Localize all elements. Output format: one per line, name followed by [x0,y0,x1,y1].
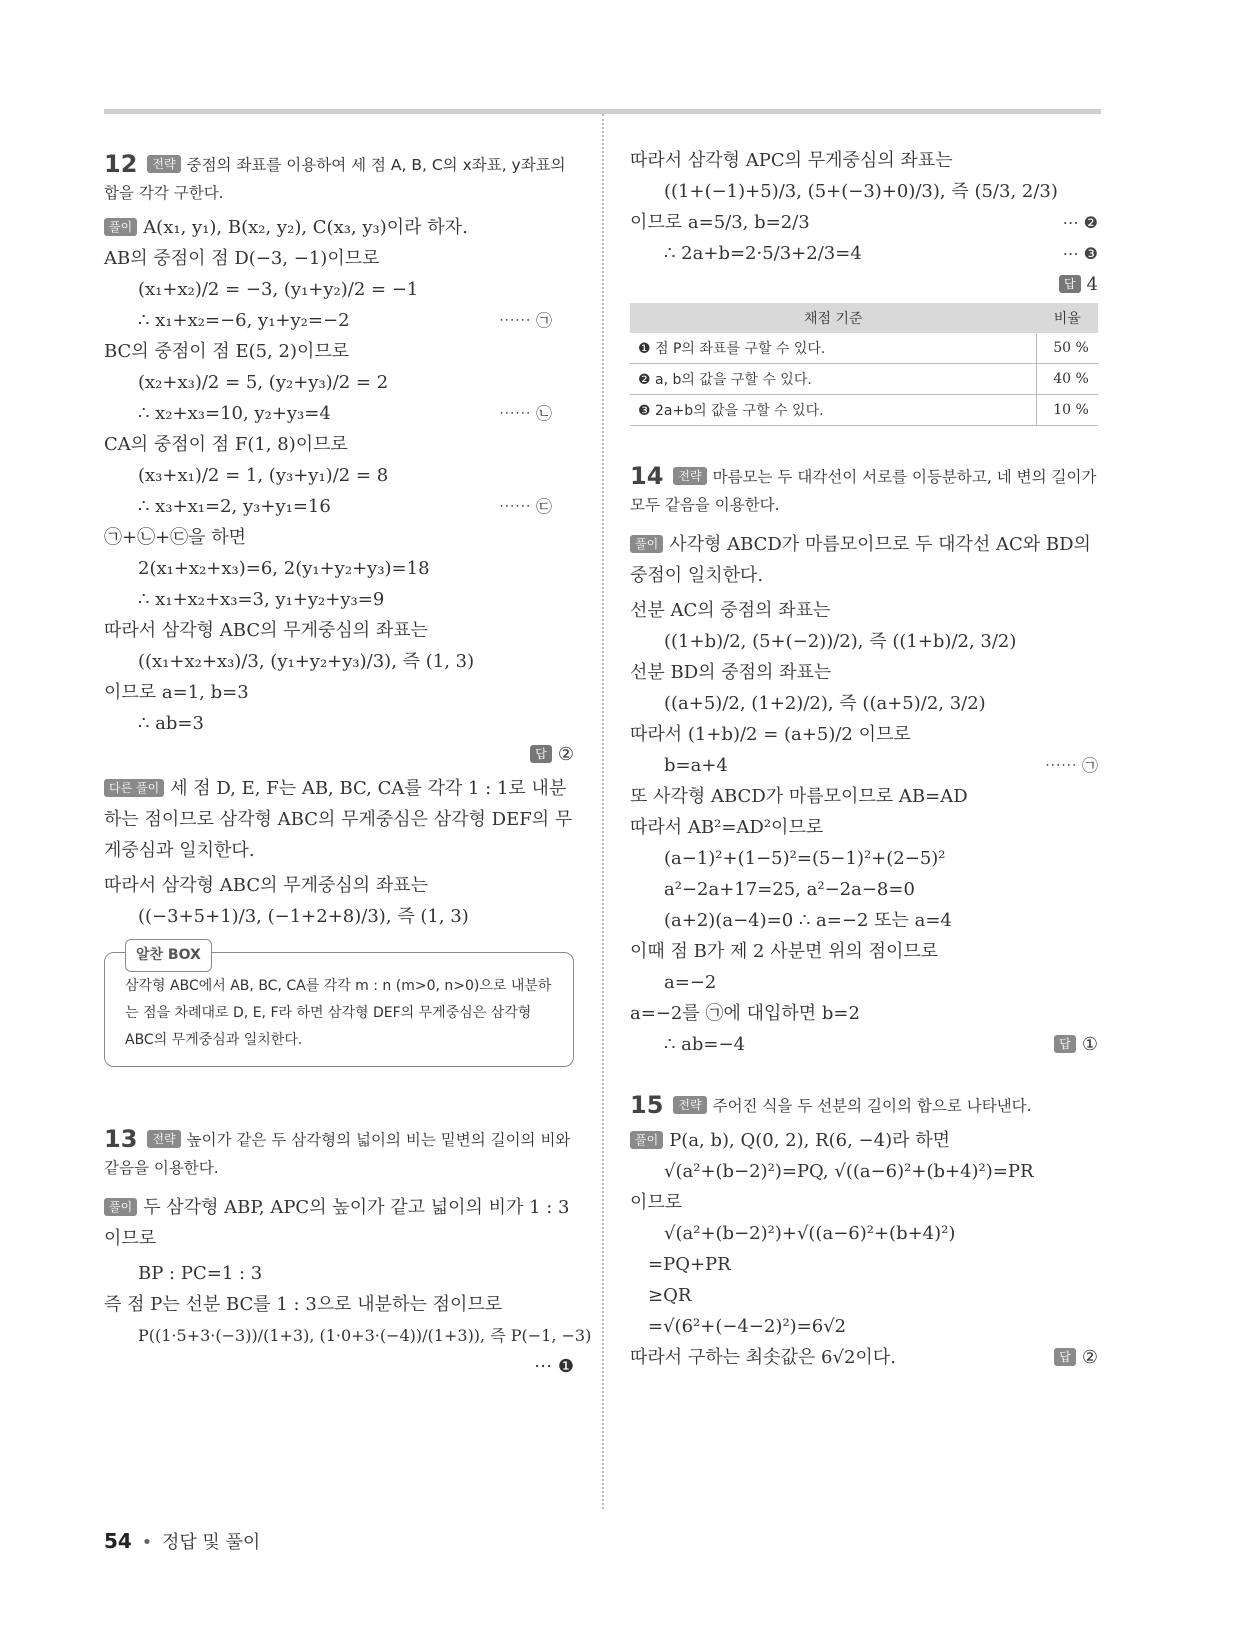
page-number: 54 [104,1529,132,1553]
strategy-tag: 전략 [147,155,180,173]
sol-line: 2(x₁+x₂+x₃)=6, 2(y₁+y₂+y₃)=18 [138,558,430,579]
sol-line: ∴ ab=−4 [664,1034,746,1055]
sol-line: 이때 점 B가 제 2 사분면 위의 점이므로 [630,941,939,962]
step-marker: ⋯ ❸ [1062,244,1098,263]
ratio-cell: 40 % [1037,364,1099,395]
strategy-text: 마름모는 두 대각선이 서로를 이등분하고, 네 변의 길이가 모두 같음을 이용한다. [630,468,1097,514]
ratio-cell: 50 % [1037,333,1099,364]
sol-line: ∴ ab=3 [138,713,204,734]
sol-line: 따라서 삼각형 APC의 무게중심의 좌표는 [630,150,953,171]
problem-14-strategy [630,462,1098,519]
right-column [630,150,1098,1378]
answer-tag: 답 [1054,1348,1076,1366]
strategy-text: 주어진 식을 두 선분의 길이의 합으로 나타낸다. [712,1097,1032,1115]
sol-line: 따라서 구하는 최솟값은 6√2이다. [630,1347,896,1368]
sol-line: BP : PC=1 : 3 [138,1263,263,1284]
answer-value: 4 [1086,274,1098,295]
step-marker: ⋯ ❷ [1062,213,1098,232]
table-row [630,395,1098,426]
sol-line: P(a, b), Q(0, 2), R(6, −4)라 하면 [669,1130,950,1151]
sol-line: P((1·5+3·(−3))/(1+3), (1·0+3·(−4))/(1+3)), 즉 P(−1, −3) [138,1326,592,1345]
sol-line: ((a+5)/2, (1+2)/2), 즉 ((a+5)/2, 3/2) [664,693,986,714]
alt-line: 세 점 D, E, F는 AB, BC, CA를 각각 1 : 1로 내분하는 점이므로 삼각형 ABC의 무게중심은 삼각형 DEF의 무게중심과 일치한다. [104,778,573,861]
sol-line: ∴ 2a+b=2·5/3+2/3=4 [664,243,862,264]
problem-12-strategy [104,150,574,207]
sol-line: b=a+4 [664,755,728,776]
sol-line: ((1+(−1)+5)/3, (5+(−3)+0)/3), 즉 (5/3, 2/3) [664,181,1058,202]
problem-13-strategy [104,1125,574,1182]
sol-line: ((1+b)/2, (5+(−2))/2), 즉 ((1+b)/2, 3/2) [664,631,1017,652]
sol-line: √(a²+(b−2)²)=PQ, √((a−6)²+(b+4)²)=PR [664,1161,1034,1182]
sol-line: ∴ x₁+x₂+x₃=3, y₁+y₂+y₃=9 [138,589,385,610]
solution-tag: 풀이 [630,1131,663,1149]
sol-line: √(a²+(b−2)²)+√((a−6)²+(b+4)²) [664,1223,956,1244]
sol-line: a=−2를 ㉠에 대입하면 b=2 [630,1003,860,1024]
grading-header-ratio: 비율 [1037,303,1099,333]
page-footer [104,1528,260,1554]
sol-line: ≥QR [648,1285,692,1306]
criteria-cell: ❸ 2a+b의 값을 구할 수 있다. [630,395,1037,426]
equation-marker: ⋯⋯ ㉠ [498,311,552,330]
strategy-text: 중점의 좌표를 이용하여 세 점 A, B, C의 x좌표, y좌표의 합을 각각 구한다. [104,156,566,202]
sol-line: (a−1)²+(1−5)²=(5−1)²+(2−5)² [664,848,946,869]
equation-marker: ⋯⋯ ㉢ [498,497,552,516]
sol-line: 이므로 a=5/3, b=2/3 [630,212,810,233]
sol-line: CA의 중점이 점 F(1, 8)이므로 [104,434,348,455]
ratio-cell: 10 % [1037,395,1099,426]
criteria-cell: ❶ 점 P의 좌표를 구할 수 있다. [630,333,1037,364]
sol-line: 따라서 (1+b)/2 = (a+5)/2 이므로 [630,724,911,745]
criteria-cell: ❷ a, b의 값을 구할 수 있다. [630,364,1037,395]
sol-line: 선분 BD의 중점의 좌표는 [630,662,832,683]
answer [104,744,574,765]
strategy-text: 높이가 같은 두 삼각형의 넓이의 비는 밑변의 길이의 비와 같음을 이용한다. [104,1131,571,1177]
strategy-tag: 전략 [147,1130,180,1148]
sol-line: (x₂+x₃)/2 = 5, (y₂+y₃)/2 = 2 [138,372,389,393]
problem-number: 15 [630,1091,664,1119]
sol-line: 선분 AC의 중점의 좌표는 [630,600,831,621]
answer-value: ① [1081,1034,1098,1055]
answer-tag: 답 [1054,1035,1076,1053]
answer [1054,1034,1098,1056]
table-row [630,333,1098,364]
sol-line: =PQ+PR [648,1254,731,1275]
sol-line: 또 사각형 ABCD가 마름모이므로 AB=AD [630,786,968,807]
sol-line: (x₃+x₁)/2 = 1, (y₃+y₁)/2 = 8 [138,465,389,486]
alt-line: 따라서 삼각형 ABC의 무게중심의 좌표는 [104,875,429,896]
sol-line: (a+2)(a−4)=0 ∴ a=−2 또는 a=4 [664,910,952,931]
table-row [630,364,1098,395]
solution-tag: 풀이 [104,218,137,236]
sol-line: 즉 점 P는 선분 BC를 1 : 3으로 내분하는 점이므로 [104,1294,503,1315]
tip-box-text: 삼각형 ABC에서 AB, BC, CA를 각각 m : n (m>0, n>0)으로 내분하는 점을 차례대로 D, E, F라 하면 삼각형 DEF의 무게중심은 삼각형 ABC의 무게중심과 일치한다. [125,978,552,1048]
problem-number: 14 [630,462,664,490]
sol-line: ∴ x₃+x₁=2, y₃+y₁=16 [138,496,331,517]
tip-box-title: 알찬 BOX [125,939,212,972]
sol-line: ∴ x₂+x₃=10, y₂+y₃=4 [138,403,331,424]
column-divider [602,114,604,1509]
alt-solution-tag: 다른 풀이 [104,779,164,797]
problem-number: 13 [104,1125,138,1153]
tip-box [104,947,574,1067]
alt-line: ((−3+5+1)/3, (−1+2+8)/3), 즉 (1, 3) [138,906,469,927]
equation-marker: ⋯⋯ ㉠ [1044,756,1098,775]
sol-line: =√(6²+(−4−2)²)=6√2 [648,1316,847,1337]
bullet-icon: • [141,1532,153,1553]
sol-line: A(x₁, y₁), B(x₂, y₂), C(x₃, y₃)이라 하자. [143,217,468,238]
answer [1054,1347,1098,1369]
sol-line: ∴ x₁+x₂=−6, y₁+y₂=−2 [138,310,350,331]
problem-number: 12 [104,150,138,178]
sol-line: (x₁+x₂)/2 = −3, (y₁+y₂)/2 = −1 [138,279,419,300]
sol-line: 두 삼각형 ABP, APC의 높이가 같고 넓이의 비가 1 : 3이므로 [104,1197,570,1249]
answer-tag: 답 [1059,275,1081,293]
equation-marker: ⋯⋯ ㉡ [498,404,552,423]
answer [630,274,1098,295]
footer-label: 정답 및 풀이 [161,1532,261,1553]
sol-line: 따라서 삼각형 ABC의 무게중심의 좌표는 [104,620,429,641]
grading-header-criteria: 채점 기준 [630,303,1037,333]
grading-table [630,303,1098,426]
sol-line: AB의 중점이 점 D(−3, −1)이므로 [104,248,380,269]
sol-line: BC의 중점이 점 E(5, 2)이므로 [104,341,350,362]
sol-line: ((x₁+x₂+x₃)/3, (y₁+y₂+y₃)/3), 즉 (1, 3) [138,651,475,672]
sol-line: 이므로 [630,1192,683,1213]
sol-line: ㉠+㉡+㉢을 하면 [104,527,247,548]
left-column [104,150,592,1387]
solution-tag: 풀이 [630,535,663,553]
sol-line: 사각형 ABCD가 마름모이므로 두 대각선 AC와 BD의 중점이 일치한다. [630,534,1091,586]
answer-value: ② [557,744,574,765]
strategy-tag: 전략 [673,1096,706,1114]
step-marker: ⋯ ❶ [534,1356,574,1377]
problem-15-strategy [630,1091,1098,1120]
answer-value: ② [1081,1347,1098,1368]
sol-line: 이므로 a=1, b=3 [104,682,249,703]
strategy-tag: 전략 [673,467,706,485]
sol-line: 따라서 AB²=AD²이므로 [630,817,824,838]
sol-line: a=−2 [664,972,717,993]
sol-line: a²−2a+17=25, a²−2a−8=0 [664,879,915,900]
answer-tag: 답 [530,745,552,763]
solution-tag: 풀이 [104,1198,137,1216]
